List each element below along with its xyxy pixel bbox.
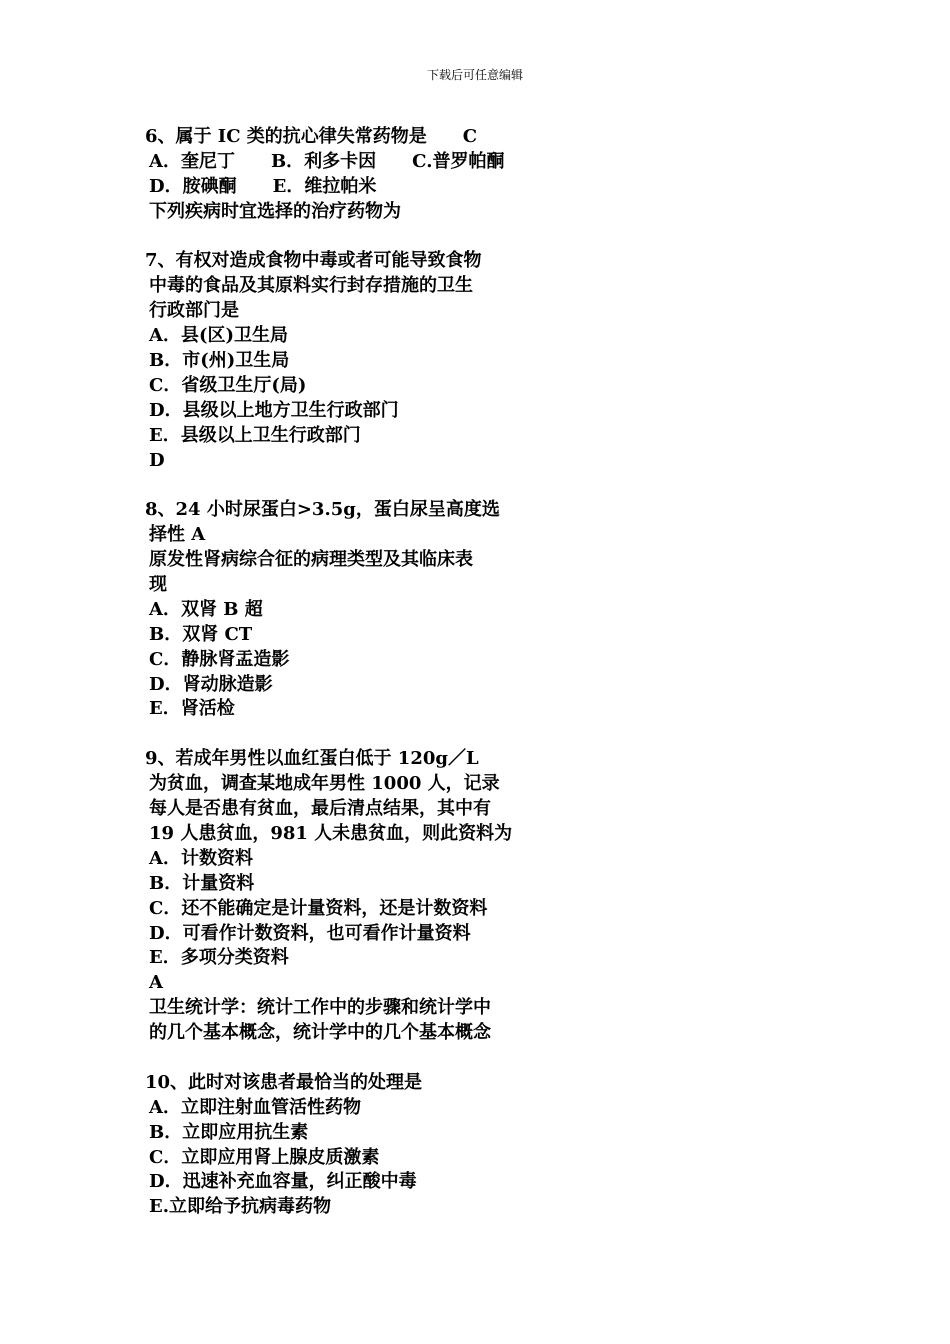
document-body (145, 125, 705, 1220)
question-7-option-c: C．省级卫生厅(局) (149, 374, 307, 396)
question-6-stem: 6、属于 IC 类的抗心律失常药物是 C (145, 126, 478, 147)
question-9-stem-line-3: 每人是否患有贫血，最后清点结果，其中有 (149, 798, 491, 820)
question-10-option-e: E.立即给予抗病毒药物 (149, 1196, 331, 1218)
question-7-stem-line-3: 行政部门是 (149, 300, 239, 322)
question-7-stem-line-2: 中毒的食品及其原料实行封存措施的卫生 (149, 275, 473, 297)
question-6-options-row-1: A．奎尼丁 B．利多卡因 C.普罗帕酮 (149, 150, 505, 172)
question-10 (145, 1071, 705, 1220)
question-9-answer: A (149, 972, 163, 994)
question-10-option-d: D．迅速补充血容量，纠正酸中毒 (149, 1171, 417, 1193)
question-9-topic-line-1: 卫生统计学：统计工作中的步骤和统计学中 (149, 997, 491, 1019)
question-9-option-c: C．还不能确定是计量资料，还是计数资料 (149, 897, 488, 919)
spacer (145, 225, 705, 250)
question-9-stem-line-2: 为贫血，调查某地成年男性 1000 人，记录 (149, 773, 500, 795)
question-9-stem-line-4: 19 人患贫血，981 人未患贫血，则此资料为 (149, 822, 513, 844)
question-7-option-b: B．市(州)卫生局 (149, 350, 290, 372)
question-10-stem: 10、此时对该患者最恰当的处理是 (145, 1071, 423, 1093)
question-6-options-row-2: D．胺碘酮 E．维拉帕米 (149, 175, 377, 197)
question-8 (145, 498, 705, 722)
question-6 (145, 125, 705, 225)
question-8-stem-line-1: 8、24 小时尿蛋白>3.5g，蛋白尿呈高度选 (145, 499, 500, 521)
question-7-option-e: E．县级以上卫生行政部门 (149, 424, 361, 446)
spacer (145, 1046, 705, 1071)
question-9-option-b: B．计量资料 (149, 872, 255, 894)
question-9-option-d: D．可看作计数资料，也可看作计量资料 (149, 922, 471, 944)
question-9 (145, 747, 705, 1046)
question-10-option-a: A．立即注射血管活性药物 (149, 1096, 361, 1118)
question-8-option-a: A．双肾 B 超 (149, 598, 263, 620)
question-7-stem-line-1: 7、有权对造成食物中毒或者可能导致食物 (145, 250, 482, 272)
question-8-option-c: C．静脉肾盂造影 (149, 648, 290, 670)
question-8-topic-line-1: 原发性肾病综合征的病理类型及其临床表 (149, 549, 473, 571)
question-8-option-b: B．双肾 CT (149, 623, 253, 645)
question-8-option-d: D．肾动脉造影 (149, 673, 273, 695)
question-9-option-e: E．多项分类资料 (149, 947, 289, 969)
spacer (145, 722, 705, 747)
question-9-topic-line-2: 的几个基本概念，统计学中的几个基本概念 (149, 1022, 491, 1044)
question-8-topic-line-2: 现 (149, 574, 167, 596)
question-8-stem-line-2: 择性 A (149, 524, 206, 546)
spacer (145, 473, 705, 498)
page-header: 下载后可任意编辑 (426, 68, 523, 82)
question-9-option-a: A．计数资料 (149, 847, 253, 869)
question-10-option-c: C．立即应用肾上腺皮质激素 (149, 1146, 380, 1168)
question-7-answer: D (149, 449, 165, 471)
question-7-option-d: D．县级以上地方卫生行政部门 (149, 399, 399, 421)
question-7 (145, 249, 705, 473)
question-9-stem-line-1: 9、若成年男性以血红蛋白低于 120g／L (145, 748, 479, 770)
question-7-option-a: A．县(区)卫生局 (149, 325, 288, 347)
question-10-option-b: B．立即应用抗生素 (149, 1121, 309, 1143)
question-8-option-e: E．肾活检 (149, 698, 235, 720)
question-6-note: 下列疾病时宜选择的治疗药物为 (149, 200, 401, 222)
